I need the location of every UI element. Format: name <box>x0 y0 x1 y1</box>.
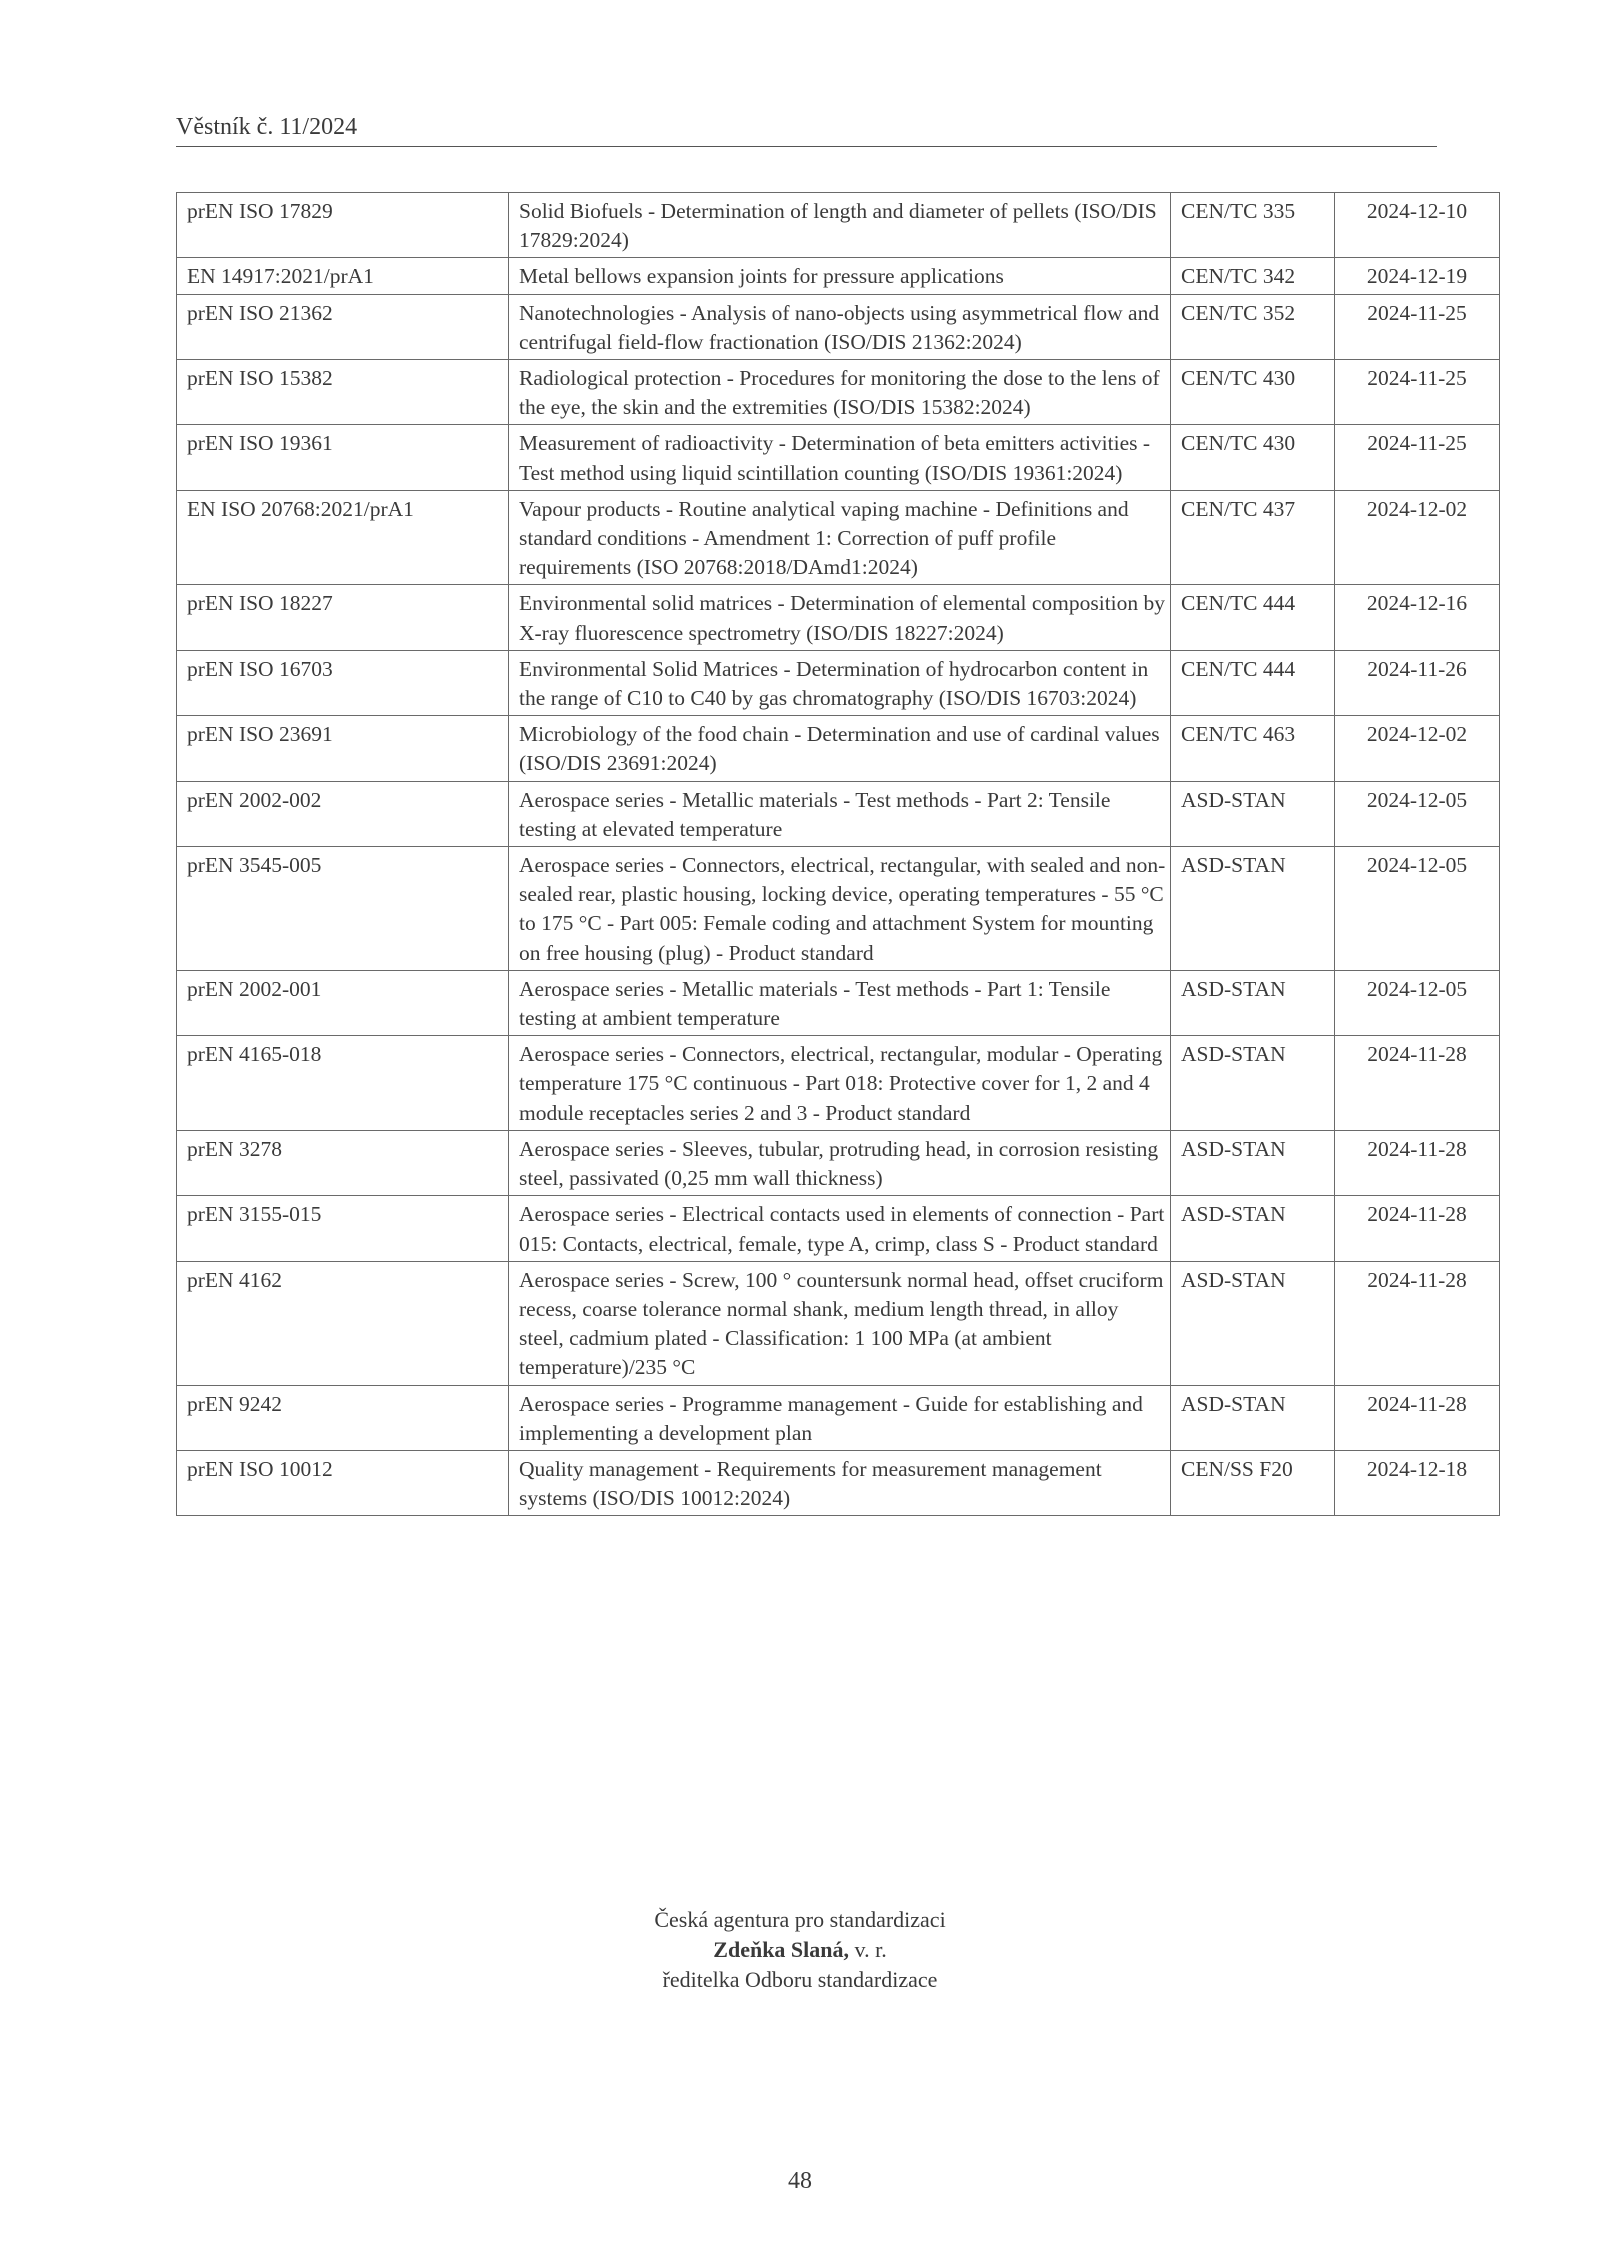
deadline-date-cell: 2024-12-02 <box>1335 716 1500 781</box>
deadline-date-cell: 2024-12-19 <box>1335 258 1500 294</box>
standard-designation-cell: prEN ISO 10012 <box>177 1450 509 1515</box>
table-row <box>177 1130 1500 1195</box>
standard-designation-cell: prEN ISO 21362 <box>177 294 509 359</box>
deadline-date-cell: 2024-12-05 <box>1335 781 1500 846</box>
deadline-date-cell: 2024-11-28 <box>1335 1385 1500 1450</box>
standard-designation-cell: prEN 4162 <box>177 1261 509 1385</box>
deadline-date-cell: 2024-12-05 <box>1335 970 1500 1035</box>
standard-title-cell: Aerospace series - Connectors, electrical, rectangular, modular - Operating temperature 175 °C continuous - Part 018: Protective cover for 1, 2 and 4 module receptacles series 2 and 3 - Product standard <box>509 1036 1171 1131</box>
signatory-name: Zdeňka Slaná, <box>713 1937 850 1962</box>
standards-table-body <box>177 193 1500 1516</box>
table-row <box>177 585 1500 650</box>
standard-designation-cell: EN ISO 20768:2021/prA1 <box>177 490 509 585</box>
deadline-date-cell: 2024-12-05 <box>1335 847 1500 971</box>
standard-title-cell: Quality management - Requirements for measurement management systems (ISO/DIS 10012:2024) <box>509 1450 1171 1515</box>
standard-designation-cell: prEN 4165-018 <box>177 1036 509 1131</box>
standard-title-cell: Aerospace series - Electrical contacts used in elements of connection - Part 015: Contacts, electrical, female, type A, crimp, class S - Product standard <box>509 1196 1171 1261</box>
standard-title-cell: Measurement of radioactivity - Determination of beta emitters activities -Test method using liquid scintillation counting (ISO/DIS 19361:2024) <box>509 425 1171 490</box>
standard-designation-cell: prEN ISO 16703 <box>177 650 509 715</box>
table-row <box>177 650 1500 715</box>
standard-title-cell: Aerospace series - Metallic materials - Test methods - Part 2: Tensile testing at elevated temperature <box>509 781 1171 846</box>
standard-title-cell: Vapour products - Routine analytical vaping machine - Definitions and standard conditions - Amendment 1: Correction of puff profile requirements (ISO 20768:2018/DAmd1:2024) <box>509 490 1171 585</box>
technical-committee-cell: CEN/TC 430 <box>1171 360 1335 425</box>
standard-designation-cell: EN 14917:2021/prA1 <box>177 258 509 294</box>
table-row <box>177 490 1500 585</box>
standard-designation-cell: prEN 3278 <box>177 1130 509 1195</box>
signatory-suffix: v. r. <box>849 1937 887 1962</box>
standard-title-cell: Solid Biofuels - Determination of length and diameter of pellets (ISO/DIS 17829:2024) <box>509 193 1171 258</box>
standard-designation-cell: prEN ISO 15382 <box>177 360 509 425</box>
standard-designation-cell: prEN 3545-005 <box>177 847 509 971</box>
standard-designation-cell: prEN ISO 18227 <box>177 585 509 650</box>
deadline-date-cell: 2024-11-28 <box>1335 1130 1500 1195</box>
signatory-role: ředitelka Odboru standardizace <box>662 1967 938 1992</box>
deadline-date-cell: 2024-11-28 <box>1335 1036 1500 1131</box>
technical-committee-cell: CEN/TC 430 <box>1171 425 1335 490</box>
table-row <box>177 193 1500 258</box>
agency-name: Česká agentura pro standardizaci <box>654 1907 946 1932</box>
table-row <box>177 1450 1500 1515</box>
standard-designation-cell: prEN 2002-001 <box>177 970 509 1035</box>
technical-committee-cell: ASD-STAN <box>1171 1036 1335 1131</box>
signatory-line <box>0 1935 1600 1965</box>
deadline-date-cell: 2024-11-25 <box>1335 360 1500 425</box>
standard-designation-cell: prEN 3155-015 <box>177 1196 509 1261</box>
standard-title-cell: Radiological protection - Procedures for monitoring the dose to the lens of the eye, the skin and the extremities (ISO/DIS 15382:2024) <box>509 360 1171 425</box>
table-row <box>177 1196 1500 1261</box>
technical-committee-cell: CEN/TC 352 <box>1171 294 1335 359</box>
technical-committee-cell: CEN/TC 335 <box>1171 193 1335 258</box>
deadline-date-cell: 2024-11-28 <box>1335 1261 1500 1385</box>
standard-title-cell: Aerospace series - Metallic materials - Test methods - Part 1: Tensile testing at ambient temperature <box>509 970 1171 1035</box>
deadline-date-cell: 2024-11-26 <box>1335 650 1500 715</box>
table-row <box>177 360 1500 425</box>
deadline-date-cell: 2024-12-16 <box>1335 585 1500 650</box>
standard-title-cell: Environmental Solid Matrices - Determination of hydrocarbon content in the range of C10 to C40 by gas chromatography (ISO/DIS 16703:2024) <box>509 650 1171 715</box>
technical-committee-cell: CEN/TC 463 <box>1171 716 1335 781</box>
table-row <box>177 1036 1500 1131</box>
standard-title-cell: Environmental solid matrices - Determination of elemental composition by X-ray fluorescence spectrometry (ISO/DIS 18227:2024) <box>509 585 1171 650</box>
technical-committee-cell: ASD-STAN <box>1171 1130 1335 1195</box>
standard-title-cell: Aerospace series - Screw, 100 ° countersunk normal head, offset cruciform recess, coarse tolerance normal shank, medium length thread, in alloy steel, cadmium plated - Classification: 1 100 MPa (at ambient temperature)/235 °C <box>509 1261 1171 1385</box>
deadline-date-cell: 2024-12-10 <box>1335 193 1500 258</box>
standard-designation-cell: prEN 9242 <box>177 1385 509 1450</box>
standard-title-cell: Aerospace series - Programme management - Guide for establishing and implementing a development plan <box>509 1385 1171 1450</box>
standard-title-cell: Nanotechnologies - Analysis of nano-objects using asymmetrical flow and centrifugal field-flow fractionation (ISO/DIS 21362:2024) <box>509 294 1171 359</box>
table-row <box>177 716 1500 781</box>
table-row <box>177 781 1500 846</box>
table-row <box>177 258 1500 294</box>
technical-committee-cell: CEN/TC 444 <box>1171 650 1335 715</box>
table-row <box>177 970 1500 1035</box>
technical-committee-cell: CEN/TC 437 <box>1171 490 1335 585</box>
deadline-date-cell: 2024-12-18 <box>1335 1450 1500 1515</box>
technical-committee-cell: CEN/SS F20 <box>1171 1450 1335 1515</box>
technical-committee-cell: ASD-STAN <box>1171 1385 1335 1450</box>
deadline-date-cell: 2024-11-28 <box>1335 1196 1500 1261</box>
table-row <box>177 1261 1500 1385</box>
standard-title-cell: Microbiology of the food chain - Determination and use of cardinal values (ISO/DIS 23691:2024) <box>509 716 1171 781</box>
table-row <box>177 425 1500 490</box>
table-row <box>177 847 1500 971</box>
standard-designation-cell: prEN ISO 23691 <box>177 716 509 781</box>
table-row <box>177 1385 1500 1450</box>
standard-designation-cell: prEN ISO 17829 <box>177 193 509 258</box>
standard-designation-cell: prEN 2002-002 <box>177 781 509 846</box>
technical-committee-cell: ASD-STAN <box>1171 781 1335 846</box>
technical-committee-cell: CEN/TC 342 <box>1171 258 1335 294</box>
deadline-date-cell: 2024-12-02 <box>1335 490 1500 585</box>
technical-committee-cell: ASD-STAN <box>1171 1196 1335 1261</box>
standard-title-cell: Metal bellows expansion joints for pressure applications <box>509 258 1171 294</box>
standard-designation-cell: prEN ISO 19361 <box>177 425 509 490</box>
deadline-date-cell: 2024-11-25 <box>1335 294 1500 359</box>
technical-committee-cell: ASD-STAN <box>1171 847 1335 971</box>
standards-table <box>176 192 1500 1516</box>
signature-block <box>0 1905 1600 1995</box>
deadline-date-cell: 2024-11-25 <box>1335 425 1500 490</box>
standard-title-cell: Aerospace series - Sleeves, tubular, protruding head, in corrosion resisting steel, passivated (0,25 mm wall thickness) <box>509 1130 1171 1195</box>
journal-issue-title: Věstník č. 11/2024 <box>176 114 358 140</box>
page-number: 48 <box>788 2168 812 2194</box>
standard-title-cell: Aerospace series - Connectors, electrical, rectangular, with sealed and non-sealed rear, plastic housing, locking device, operating temperatures - 55 °C to 175 °C - Part 005: Female coding and attachment System for mounting on free housing (plug) - Product standard <box>509 847 1171 971</box>
technical-committee-cell: CEN/TC 444 <box>1171 585 1335 650</box>
table-row <box>177 294 1500 359</box>
technical-committee-cell: ASD-STAN <box>1171 970 1335 1035</box>
technical-committee-cell: ASD-STAN <box>1171 1261 1335 1385</box>
running-header <box>176 112 1437 147</box>
